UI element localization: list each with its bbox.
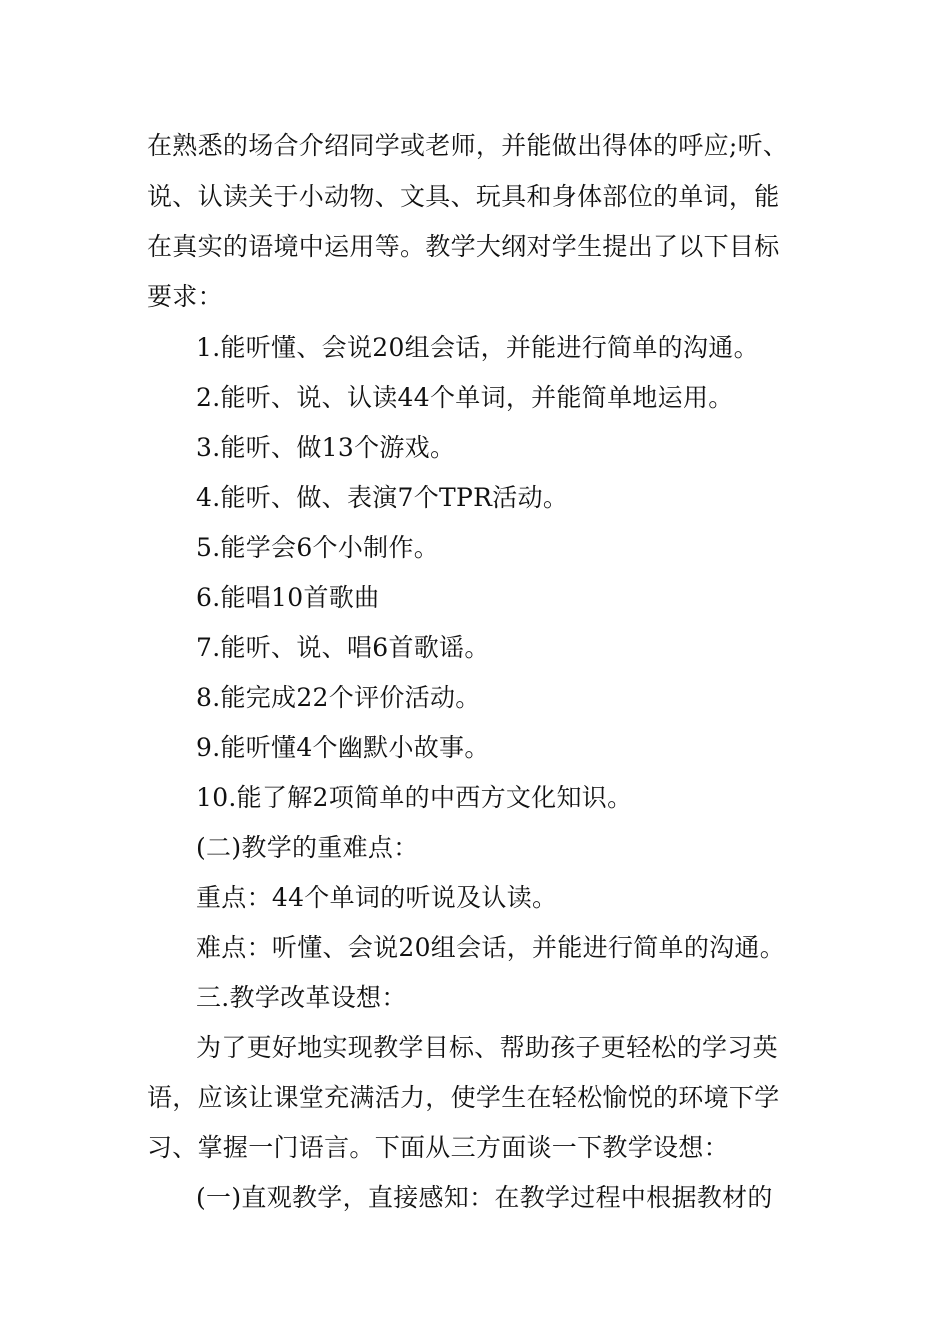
list-item: 1.能听懂、会说20组会话，并能进行简单的沟通。 <box>196 333 759 362</box>
list-item: 8.能完成22个评价活动。 <box>196 683 481 712</box>
list-item: 6.能唱10首歌曲 <box>196 583 380 612</box>
list-item: 5.能学会6个小制作。 <box>196 533 440 562</box>
paragraph-line: 习、掌握一门语言。下面从三方面谈一下教学设想： <box>147 1133 729 1162</box>
paragraph-line: 要求： <box>147 282 223 311</box>
paragraph-line: 在真实的语境中运用等。教学大纲对学生提出了以下目标 <box>147 232 780 261</box>
paragraph-line: 语，应该让课堂充满活力，使学生在轻松愉悦的环境下学 <box>147 1083 780 1112</box>
list-item: 3.能听、做13个游戏。 <box>196 433 456 462</box>
section-heading: (二)教学的重难点： <box>196 833 419 862</box>
list-item: 10.能了解2项简单的中西方文化知识。 <box>196 783 633 812</box>
section-heading: 三.教学改革设想： <box>196 983 407 1012</box>
list-item: 9.能听懂4个幽默小故事。 <box>196 733 490 762</box>
key-point-line: 重点：44个单词的听说及认读。 <box>196 883 558 912</box>
list-item: 7.能听、说、唱6首歌谣。 <box>196 633 490 662</box>
paragraph-line: 为了更好地实现教学目标、帮助孩子更轻松的学习英 <box>196 1033 778 1062</box>
paragraph-line: (一)直观教学，直接感知：在教学过程中根据教材的 <box>196 1183 773 1212</box>
difficulty-line: 难点：听懂、会说20组会话，并能进行简单的沟通。 <box>196 933 786 962</box>
list-item: 2.能听、说、认读44个单词，并能简单地运用。 <box>196 383 734 412</box>
paragraph-line: 说、认读关于小动物、文具、玩具和身体部位的单词，能 <box>147 182 780 211</box>
list-item: 4.能听、做、表演7个TPR活动。 <box>196 483 569 512</box>
paragraph-line: 在熟悉的场合介绍同学或老师，并能做出得体的呼应;听、 <box>147 131 789 160</box>
